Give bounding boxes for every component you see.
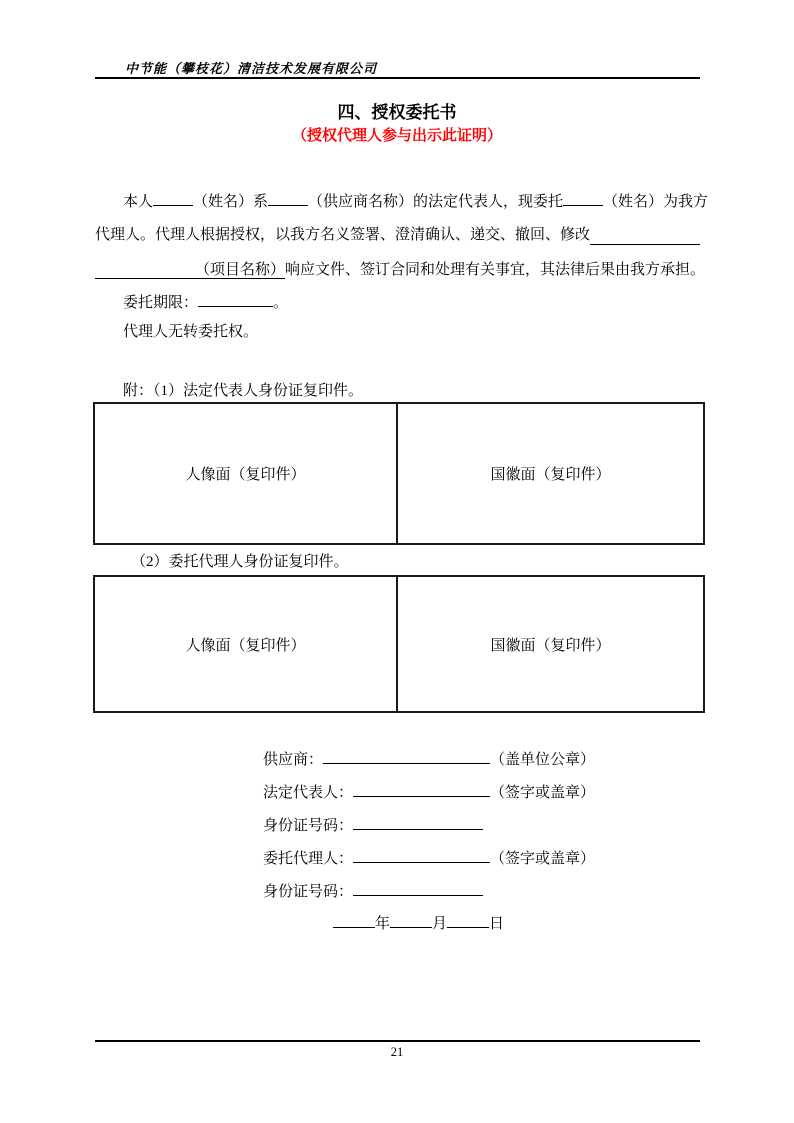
principal-name-blank — [153, 190, 193, 206]
supplier-seal-note: （盖单位公章） — [490, 752, 596, 768]
para-text: （姓名）系 — [193, 193, 269, 210]
header-company-name: 中节能（攀枝花）清洁技术发展有限公司 — [125, 61, 378, 76]
supplier-label: 供应商： — [263, 752, 324, 768]
header-rule — [95, 77, 700, 79]
id-number-blank-1 — [353, 814, 483, 830]
supplier-signature-blank — [323, 748, 490, 764]
no-subdelegation-line: 代理人无转委托权。 — [123, 324, 259, 340]
id-card-box-legal-rep — [93, 402, 705, 545]
para-text: （供应商名称）的法定代表人，现委托 — [308, 193, 564, 210]
supplier-signature-line — [263, 748, 595, 769]
doc-title: 四、授权委托书 — [337, 103, 457, 122]
id-number-blank-2 — [353, 880, 483, 896]
para-text: 。 — [273, 294, 289, 311]
agent-name-blank — [563, 190, 603, 206]
entrust-period-line — [123, 291, 288, 313]
project-name-label: （项目名称） — [95, 262, 285, 279]
year-label: 年 — [375, 916, 391, 932]
legal-rep-signature-blank — [353, 781, 490, 797]
month-blank — [390, 912, 432, 928]
legal-rep-signature-line — [263, 781, 595, 802]
supplier-name-blank — [268, 190, 308, 206]
id-number-label: 身份证号码： — [263, 884, 354, 900]
paragraph-line-1 — [123, 190, 708, 212]
agent-signature-line — [263, 847, 595, 868]
para-text: （姓名）为我方 — [603, 193, 709, 210]
attachment-note-1: 附：（1）法定代表人身份证复印件。 — [123, 383, 364, 399]
para-text: 代理人。代理人根据授权，以我方名义签署、澄清确认、递交、撤回、修改 — [95, 227, 591, 243]
year-blank — [333, 912, 375, 928]
portrait-side-label: 人像面（复印件） — [185, 467, 306, 483]
footer-rule — [95, 1040, 700, 1042]
id-card-box-agent — [93, 575, 705, 713]
para-text: 响应文件、签订合同和处理有关事宜，其法律后果由我方承担。 — [285, 262, 706, 278]
month-label: 月 — [432, 916, 448, 932]
agent-label: 委托代理人： — [263, 851, 354, 867]
id-number-line-2 — [263, 880, 483, 901]
project-name-blank-top — [590, 225, 700, 245]
portrait-side-cell — [95, 577, 398, 711]
entrust-period-blank — [198, 291, 273, 307]
para-text: 本人 — [123, 193, 154, 210]
id-number-label: 身份证号码： — [263, 818, 354, 834]
agent-signature-blank — [353, 847, 490, 863]
legal-rep-seal-note: （签字或盖章） — [490, 785, 596, 801]
emblem-side-label: 国徽面（复印件） — [490, 467, 611, 483]
legal-rep-label: 法定代表人： — [263, 785, 354, 801]
portrait-side-cell — [95, 404, 398, 543]
date-line — [333, 912, 504, 933]
portrait-side-label: 人像面（复印件） — [185, 637, 306, 654]
entrust-period-label: 委托期限： — [123, 294, 199, 311]
day-label: 日 — [489, 916, 505, 932]
emblem-side-label: 国徽面（复印件） — [490, 637, 611, 654]
attachment-note-2: （2）委托代理人身份证复印件。 — [131, 554, 349, 570]
agent-seal-note: （签字或盖章） — [490, 851, 596, 867]
paragraph-line-2 — [95, 225, 700, 245]
page-number: 21 — [390, 1045, 404, 1059]
paragraph-line-3 — [95, 260, 705, 280]
emblem-side-cell — [398, 577, 703, 711]
doc-subtitle: （授权代理人参与出示此证明） — [291, 127, 502, 144]
emblem-side-cell — [398, 404, 703, 543]
day-blank — [447, 912, 489, 928]
id-number-line-1 — [263, 814, 483, 835]
